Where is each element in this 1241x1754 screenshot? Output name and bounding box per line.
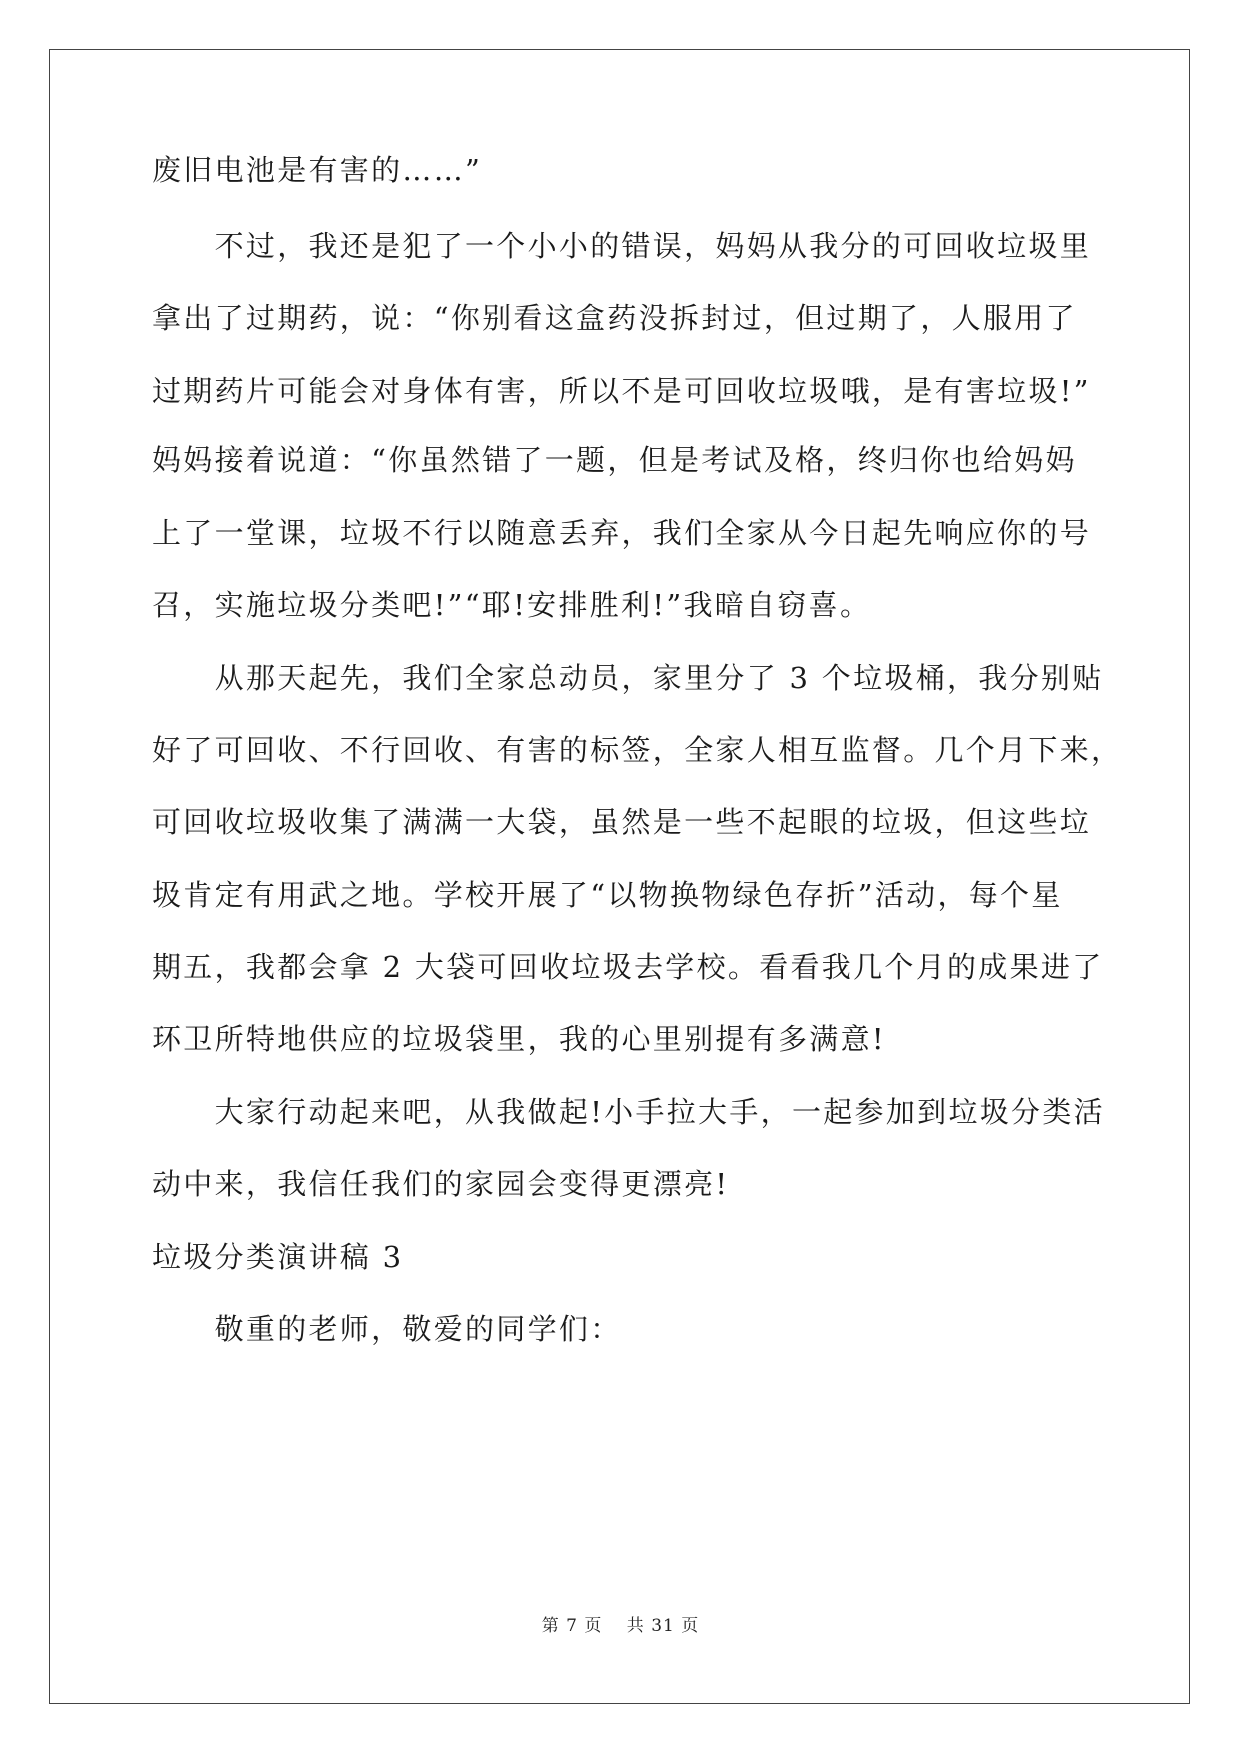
text-line: 期五，我都会拿 2 大袋可回收垃圾去学校。看看我几个月的成果进了 bbox=[152, 950, 1104, 984]
text-line: 从那天起先，我们全家总动员，家里分了 3 个垃圾桶，我分别贴 bbox=[152, 661, 1104, 695]
text-line: 敬重的老师，敬爱的同学们： bbox=[152, 1312, 622, 1346]
text-line: 妈妈接着说道：“你虽然错了一题，但是考试及格，终归你也给妈妈 bbox=[152, 443, 1077, 477]
text-line: 废旧电池是有害的……” bbox=[152, 153, 483, 187]
text-line: 好了可回收、不行回收、有害的标签，全家人相互监督。几个月下来， bbox=[152, 733, 1123, 767]
text-line: 大家行动起来吧，从我做起!小手拉大手，一起参加到垃圾分类活 bbox=[152, 1095, 1105, 1129]
text-line: 上了一堂课，垃圾不行以随意丢弃，我们全家从今日起先响应你的号 bbox=[152, 516, 1092, 550]
text-line: 拿出了过期药，说：“你别看这盒药没拆封过，但过期了，人服用了 bbox=[152, 301, 1077, 335]
section-heading: 垃圾分类演讲稿 3 bbox=[152, 1240, 404, 1274]
text-line: 召，实施垃圾分类吧!”“耶!安排胜利!”我暗自窃喜。 bbox=[152, 588, 872, 622]
text-line: 动中来，我信任我们的家园会变得更漂亮! bbox=[152, 1167, 730, 1201]
page-number-footer: 第 7 页 共 31 页 bbox=[541, 1616, 700, 1636]
text-line: 不过，我还是犯了一个小小的错误，妈妈从我分的可回收垃圾里 bbox=[152, 229, 1092, 263]
text-line: 过期药片可能会对身体有害，所以不是可回收垃圾哦，是有害垃圾!” bbox=[152, 374, 1091, 408]
text-line: 可回收垃圾收集了满满一大袋，虽然是一些不起眼的垃圾，但这些垃 bbox=[152, 805, 1092, 839]
text-line: 圾肯定有用武之地。学校开展了“以物换物绿色存折”活动，每个星 bbox=[152, 878, 1063, 912]
text-line: 环卫所特地供应的垃圾袋里，我的心里别提有多满意! bbox=[152, 1022, 886, 1056]
